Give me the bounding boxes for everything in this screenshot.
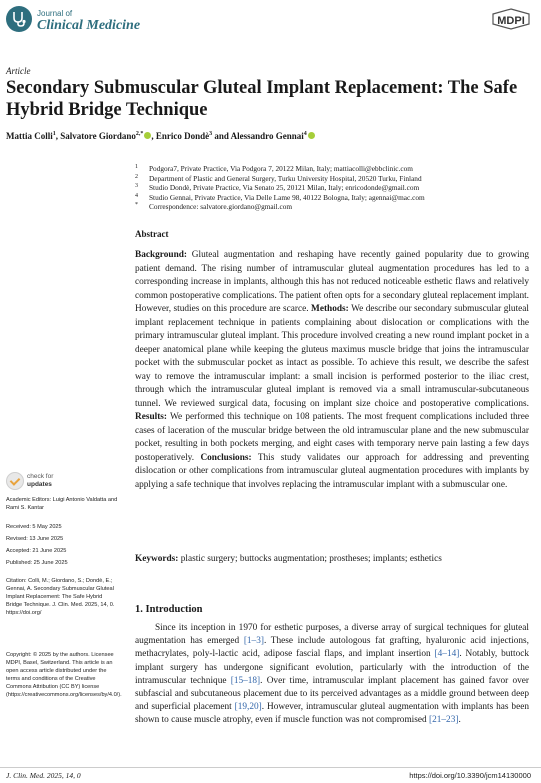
author-sup: 4 xyxy=(303,131,307,137)
author-name[interactable]: Salvatore Giordano xyxy=(60,131,136,141)
author-sup: 1 xyxy=(52,131,56,137)
received-date: Received: 5 May 2025 xyxy=(6,524,62,530)
mdpi-logo-text: MDPI xyxy=(497,15,525,27)
check-for-updates-badge[interactable]: check for updates xyxy=(6,471,76,491)
citation-link[interactable]: [21–23] xyxy=(429,715,459,726)
abstract-body: Background: Gluteal augmentation and reshaping have recently gained popularity due to growing patient demand. The rising number of intramuscular gluteal augmentation procedures has led to a corresponding increase in implants, although this has not reduced noticeable esthetic flaws and relatively common postoperative complications. The patient often opts for a secondary gluteal replacement implant. However, studies on this procedure are scarce. Methods: We describe our secondary submuscular gluteal implant replacement technique in patients complaining about dislocation or complications with the primary intramuscular gluteal implant. This procedure involved creating a new round implant pocket in a deeper anatomical plane while keeping the gluteus maximus muscle bridge that joins the intramuscular pocket with the submuscular pocket as intact as possible. To achieve this result, we describe the safest way to remove the intramuscular implant: a small incision is performed posterior to the iliac crest, through which the intramuscular gluteal implant is removed via a small intramuscular-subcutaneous tunnel. We reviewed surgical data, focusing on implant size choice and postoperative complications. Results: We performed this technique on 108 patients. The most frequent complications included three cases of laceration of the muscular bridge between the old intramuscular plane and the new submuscular pocket, resulting in both pockets merging, and eight cases with temporary nerve pain lasting a few days postoperatively. Conclusions: This study validates our approach for addressing and preventing dislocation or other complications from intramuscular gluteal augmentation procedures with implants by applying a safe technique that involves replacing the intramuscular implant with a submuscular one. xyxy=(135,250,529,490)
orcid-icon[interactable] xyxy=(308,132,315,139)
author-sup: 3 xyxy=(209,131,213,137)
footer-citation: J. Clin. Med. 2025, 14, 0 xyxy=(6,771,81,780)
article-title: Secondary Submuscular Gluteal Implant Replacement: The Safe Hybrid Bridge Technique xyxy=(6,78,518,120)
accepted-date: Accepted: 21 June 2025 xyxy=(6,548,67,554)
citation-link[interactable]: [15–18] xyxy=(230,675,261,686)
stethoscope-icon xyxy=(6,6,32,32)
affiliation-item: 3 Studio Dondè, Private Practice, Via Senato 25, 20121 Milan, Italy; enricodonde@gmail.com xyxy=(135,183,420,193)
affiliation-item: 4 Studio Gennai, Private Practice, Via Delle Lame 98, 40122 Bologna, Italy; agennai@mac.com xyxy=(135,192,425,202)
author-list: Mattia Colli$^1$, Salvatore Giordano$^{2,*}$ , Enrico Dondè$^3$ and Alessandro Gennai$^4$ xyxy=(6,131,315,141)
footer-divider xyxy=(0,767,541,768)
journal-logo xyxy=(6,6,166,34)
author-sup: 2,* xyxy=(135,131,144,137)
copyright: Copyright: © 2025 by the authors. Licensee MDPI, Basel, Switzerland. This article is an open access article distributed under the terms and conditions of the Creative Commons Attribution (CC BY) license (https://creativecommons.org/licenses/by/4.0/). xyxy=(6,652,122,698)
intro-paragraph: Since its inception in 1970 for esthetic purposes, a diverse array of surgical techniques for gluteal augmentation has emerged [1–3]. These include autologous fat grafting, hyaluronic acid injections, methacrylates, poly-l-lactic acid, adipose fascial flaps, and implant insertion [4–14]. Notably, buttock implant surgery has undergone significant evolution, particularly with the introduction of the intramuscular technique [15–18]. Over time, intramuscular implant placement has gained favor over subfascial and subcutaneous placement due to its perceived advantages as a middle ground between deep and superficial placement [19,20]. However, intramuscular gluteal augmentation with implants has been shown to cause muscle atrophy, even if muscle function was not compromised [21–23]. xyxy=(135,623,530,726)
author-name[interactable]: Enrico Dondè xyxy=(155,131,210,141)
correspondence: * Correspondence: salvatore.giordano@gmail.com xyxy=(135,202,293,212)
revised-date: Revised: 13 June 2025 xyxy=(6,536,64,542)
journal-prefix: Journal of xyxy=(37,9,73,18)
keywords: Keywords: plastic surgery; buttocks augmentation; prostheses; implants; esthetics xyxy=(135,554,442,564)
affiliations xyxy=(135,164,535,212)
journal-name: Clinical Medicine xyxy=(37,18,141,33)
check-updates-icon xyxy=(6,472,24,490)
abstract-heading: Abstract xyxy=(135,229,169,239)
affiliation-item: 2 Department of Plastic and General Surgery, Turku University Hospital, 20520 Turku, Finland xyxy=(135,173,422,183)
citation-link[interactable]: [1–3] xyxy=(243,636,264,647)
citation: Citation: Colli, M.; Giordano, S.; Dondè, E.; Gennai, A. Secondary Submuscular Gluteal Implant Replacement: The Safe Hybrid Bridge Technique. J. Clin. Med. 2025, 14, 0. https://doi.org/ xyxy=(6,578,115,616)
article-type: Article xyxy=(6,66,31,76)
academic-editors: Academic Editors: Luigi Antonio Valdatta and Rami S. Kantar xyxy=(6,497,118,511)
author-name[interactable]: Alessandro Gennai xyxy=(230,131,304,141)
citation-link[interactable]: [19,20] xyxy=(234,702,262,713)
published-date: Published: 25 June 2025 xyxy=(6,560,68,566)
author-name[interactable]: Mattia Colli xyxy=(6,131,53,141)
affiliation-item: 1 Podgora7, Private Practice, Via Podgora 7, 20122 Milan, Italy; mattiacolli@ebbclinic.com xyxy=(135,164,413,173)
citation-link[interactable]: [4–14] xyxy=(434,649,460,660)
footer-doi-link[interactable]: https://doi.org/10.3390/jcm14130000 xyxy=(409,771,531,780)
section-heading: 1. Introduction xyxy=(135,604,203,615)
mdpi-logo xyxy=(491,8,531,30)
